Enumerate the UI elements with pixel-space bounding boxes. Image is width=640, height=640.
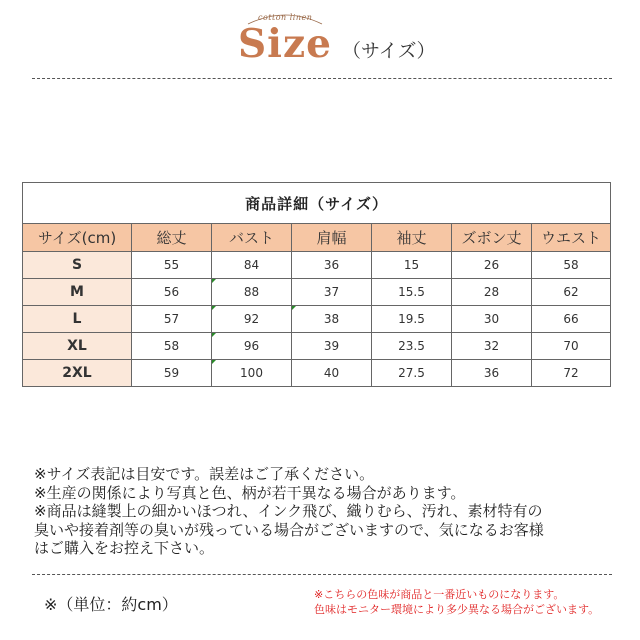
- column-header: ズボン丈: [452, 224, 532, 252]
- note-line: 臭いや接着剤等の臭いが残っている場合がございますので、気になるお客様: [34, 520, 544, 539]
- table-cell: [212, 333, 292, 360]
- page-subtitle: （サイズ）: [342, 40, 436, 62]
- cell-value: 100: [240, 366, 263, 380]
- table-cell: 28: [452, 279, 532, 306]
- size-table: [22, 182, 611, 387]
- column-header: 肩幅: [292, 224, 372, 252]
- cell-value: 88: [243, 285, 260, 299]
- table-cell: [212, 360, 292, 387]
- page-title: Size: [238, 21, 332, 67]
- size-label: S: [23, 252, 132, 279]
- table-cell: 26: [452, 252, 532, 279]
- cell-value: 96: [243, 339, 260, 353]
- table-cell: 40: [292, 360, 372, 387]
- table-cell: 57: [132, 306, 212, 333]
- table-cell: 27.5: [372, 360, 452, 387]
- table-cell: 15: [372, 252, 452, 279]
- table-cell: 56: [132, 279, 212, 306]
- cell-marker: [212, 360, 216, 364]
- cell-marker: [292, 306, 296, 310]
- notes-block: [34, 465, 624, 558]
- note-line: ※サイズ表記は目安です。誤差はご了承ください。: [34, 465, 375, 483]
- column-header: バスト: [212, 224, 292, 252]
- table-cell: 36: [292, 252, 372, 279]
- table-header-row: [23, 224, 611, 252]
- table-row: [23, 333, 611, 360]
- note-line: ※生産の関係により写真と色、柄が若干異なる場合があります。: [34, 483, 466, 502]
- size-label: L: [23, 306, 132, 333]
- table-cell: [212, 279, 292, 306]
- divider-top: [32, 78, 612, 79]
- table-cell: 37: [292, 279, 372, 306]
- color-note-line: 色味はモニター環境により多少異なる場合がございます。: [314, 603, 600, 616]
- table-cell: 36: [452, 360, 532, 387]
- table-cell: 19.5: [372, 306, 452, 333]
- table-caption: 商品詳細（サイズ）: [23, 183, 611, 224]
- table-cell: 55: [132, 252, 212, 279]
- column-header: 総丈: [132, 224, 212, 252]
- color-note-line: ※こちらの色味が商品と一番近いものになります。: [314, 588, 565, 601]
- table-cell: 58: [132, 333, 212, 360]
- table-cell: 59: [132, 360, 212, 387]
- note-line: ※商品は縫製上の細かいほつれ、インク飛び、織りむら、汚れ、素材特有の: [34, 502, 543, 520]
- table-cell: 84: [212, 252, 292, 279]
- page-header: [0, 6, 640, 70]
- size-label: M: [23, 279, 132, 306]
- cell-value: 92: [243, 312, 260, 326]
- unit-note: ※（単位：約cm）: [44, 595, 178, 614]
- table-row: [23, 360, 611, 387]
- table-cell: 32: [452, 333, 532, 360]
- size-label: 2XL: [23, 360, 132, 387]
- table-cell: 58: [532, 252, 611, 279]
- cell-marker: [212, 333, 216, 337]
- size-label: XL: [23, 333, 132, 360]
- column-header: ウエスト: [532, 224, 611, 252]
- table-row: [23, 306, 611, 333]
- cell-marker: [212, 306, 216, 310]
- table-row: [23, 252, 611, 279]
- note-line: はご購入をお控え下さい。: [34, 539, 215, 557]
- table-cell: 39: [292, 333, 372, 360]
- table-cell: 15.5: [372, 279, 452, 306]
- divider-bottom: [32, 574, 612, 575]
- table-row: [23, 279, 611, 306]
- table-cell: 72: [532, 360, 611, 387]
- cell-value: 38: [323, 312, 340, 326]
- color-note: [314, 587, 599, 617]
- table-cell: 62: [532, 279, 611, 306]
- table-cell: [212, 306, 292, 333]
- column-header: サイズ(cm): [23, 224, 132, 252]
- table-cell: 66: [532, 306, 611, 333]
- script-text: cotton linen: [258, 13, 313, 22]
- table-cell: 30: [452, 306, 532, 333]
- table-cell: 70: [532, 333, 611, 360]
- cell-marker: [212, 279, 216, 283]
- table-cell: 23.5: [372, 333, 452, 360]
- table-cell: [292, 306, 372, 333]
- column-header: 袖丈: [372, 224, 452, 252]
